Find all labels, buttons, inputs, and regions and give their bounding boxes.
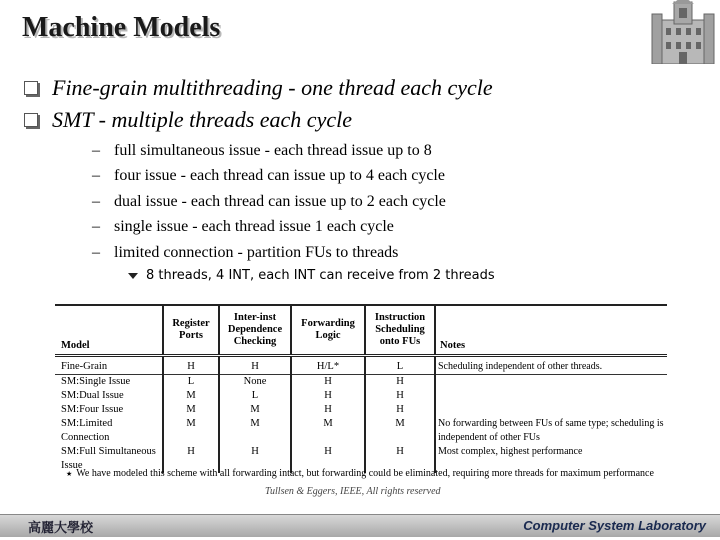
cell-dependence: None bbox=[219, 375, 291, 390]
table-row bbox=[55, 417, 667, 445]
cell-dependence: M bbox=[219, 417, 291, 445]
table-row bbox=[55, 389, 667, 403]
cell-scheduling: H bbox=[365, 403, 435, 417]
cell-notes bbox=[435, 375, 667, 390]
header-dependence-checking: Inter-inst Dependence Checking bbox=[219, 305, 291, 356]
cell-ports: M bbox=[163, 389, 219, 403]
cell-ports: H bbox=[163, 356, 219, 375]
dash-bullet: – bbox=[92, 141, 100, 159]
sub-bullet-list bbox=[92, 138, 446, 266]
arrow-bullet-icon bbox=[128, 273, 138, 279]
cell-scheduling: L bbox=[365, 356, 435, 375]
sub-bullet-text: full simultaneous issue - each thread issue up to 8 bbox=[114, 141, 432, 159]
cell-model: SM:Dual Issue bbox=[61, 390, 124, 401]
cell-ports: L bbox=[163, 375, 219, 390]
slide-title: Machine Models bbox=[22, 12, 221, 43]
credit-text: Tullsen & Eggers, IEEE, All rights reserved bbox=[265, 486, 441, 497]
bullet-item bbox=[24, 72, 493, 104]
cell-notes bbox=[435, 403, 667, 417]
square-bullet-icon bbox=[24, 113, 38, 127]
machine-models-table bbox=[55, 304, 667, 484]
cell-model: SM:Single Issue bbox=[61, 376, 131, 387]
cell-notes: Scheduling independent of other threads. bbox=[435, 356, 667, 375]
cell-forwarding: H bbox=[291, 375, 365, 390]
bullet-list bbox=[24, 72, 493, 136]
header-forwarding-logic: Forwarding Logic bbox=[291, 305, 365, 356]
sub-bullet-text: dual issue - each thread can issue up to 2 each cycle bbox=[114, 192, 446, 210]
cell-model: SM:Four Issue bbox=[61, 404, 124, 415]
cell-dependence: M bbox=[219, 403, 291, 417]
dash-bullet: – bbox=[92, 192, 100, 210]
sub-bullet-item bbox=[92, 215, 446, 241]
cell-notes: Most complex, highest performance bbox=[435, 445, 667, 473]
header-register-ports: Register Ports bbox=[163, 305, 219, 356]
table-header-row bbox=[55, 305, 667, 356]
sub-bullet-item bbox=[92, 189, 446, 215]
header-notes: Notes bbox=[435, 305, 667, 356]
cell-notes: No forwarding between FUs of same type; scheduling is independent of other FUs bbox=[435, 417, 667, 445]
dash-bullet: – bbox=[92, 167, 100, 185]
cell-scheduling: H bbox=[365, 389, 435, 403]
table-footnote bbox=[66, 468, 654, 479]
bullet-text: Fine-grain multithreading - one thread each cycle bbox=[52, 75, 493, 100]
footer-bar bbox=[0, 514, 720, 537]
cell-dependence: H bbox=[219, 445, 291, 473]
lab-name: Computer System Laboratory bbox=[523, 518, 706, 533]
cell-notes bbox=[435, 389, 667, 403]
sub-bullet-text: limited connection - partition FUs to threads bbox=[114, 243, 399, 261]
cell-forwarding: H bbox=[291, 445, 365, 473]
cell-forwarding: M bbox=[291, 417, 365, 445]
cell-model: SM:Limited Connection bbox=[61, 418, 113, 443]
star-icon: ★ bbox=[66, 469, 73, 478]
dash-bullet: – bbox=[92, 218, 100, 236]
cell-ports: M bbox=[163, 417, 219, 445]
table-row bbox=[55, 356, 667, 375]
sub-bullet-text: four issue - each thread can issue up to 4 each cycle bbox=[114, 167, 445, 185]
sub-bullet-item bbox=[92, 240, 446, 266]
cell-model: SM:Full Simultaneous Issue bbox=[61, 446, 156, 471]
sub-sub-bullet-text: 8 threads, 4 INT, each INT can receive from 2 threads bbox=[146, 268, 495, 283]
header-model: Model bbox=[55, 305, 163, 356]
cell-scheduling: M bbox=[365, 417, 435, 445]
bullet-item bbox=[24, 104, 493, 136]
sub-bullet-item bbox=[92, 138, 446, 164]
square-bullet-icon bbox=[24, 81, 38, 95]
university-building-logo bbox=[648, 0, 718, 64]
cell-forwarding: H bbox=[291, 403, 365, 417]
university-name: 高麗大學校 bbox=[28, 521, 94, 536]
cell-forwarding: H/L* bbox=[291, 356, 365, 375]
cell-scheduling: H bbox=[365, 375, 435, 390]
sub-bullet-text: single issue - each thread issue 1 each cycle bbox=[114, 218, 394, 236]
cell-scheduling: H bbox=[365, 445, 435, 473]
cell-dependence: L bbox=[219, 389, 291, 403]
table-row bbox=[55, 375, 667, 390]
cell-forwarding: H bbox=[291, 389, 365, 403]
cell-dependence: H bbox=[219, 356, 291, 375]
bullet-text: SMT - multiple threads each cycle bbox=[52, 107, 352, 132]
footnote-text: We have modeled this scheme with all forwarding intact, but forwarding could be eliminated, requiring more threads for maximum performance bbox=[76, 468, 654, 479]
table-row bbox=[55, 403, 667, 417]
cell-model: Fine-Grain bbox=[55, 356, 163, 375]
dash-bullet: – bbox=[92, 243, 100, 261]
header-instruction-scheduling: Instruction Scheduling onto FUs bbox=[365, 305, 435, 356]
cell-ports: M bbox=[163, 403, 219, 417]
sub-sub-bullet bbox=[128, 268, 495, 283]
cell-ports: H bbox=[163, 445, 219, 473]
sub-bullet-item bbox=[92, 164, 446, 190]
